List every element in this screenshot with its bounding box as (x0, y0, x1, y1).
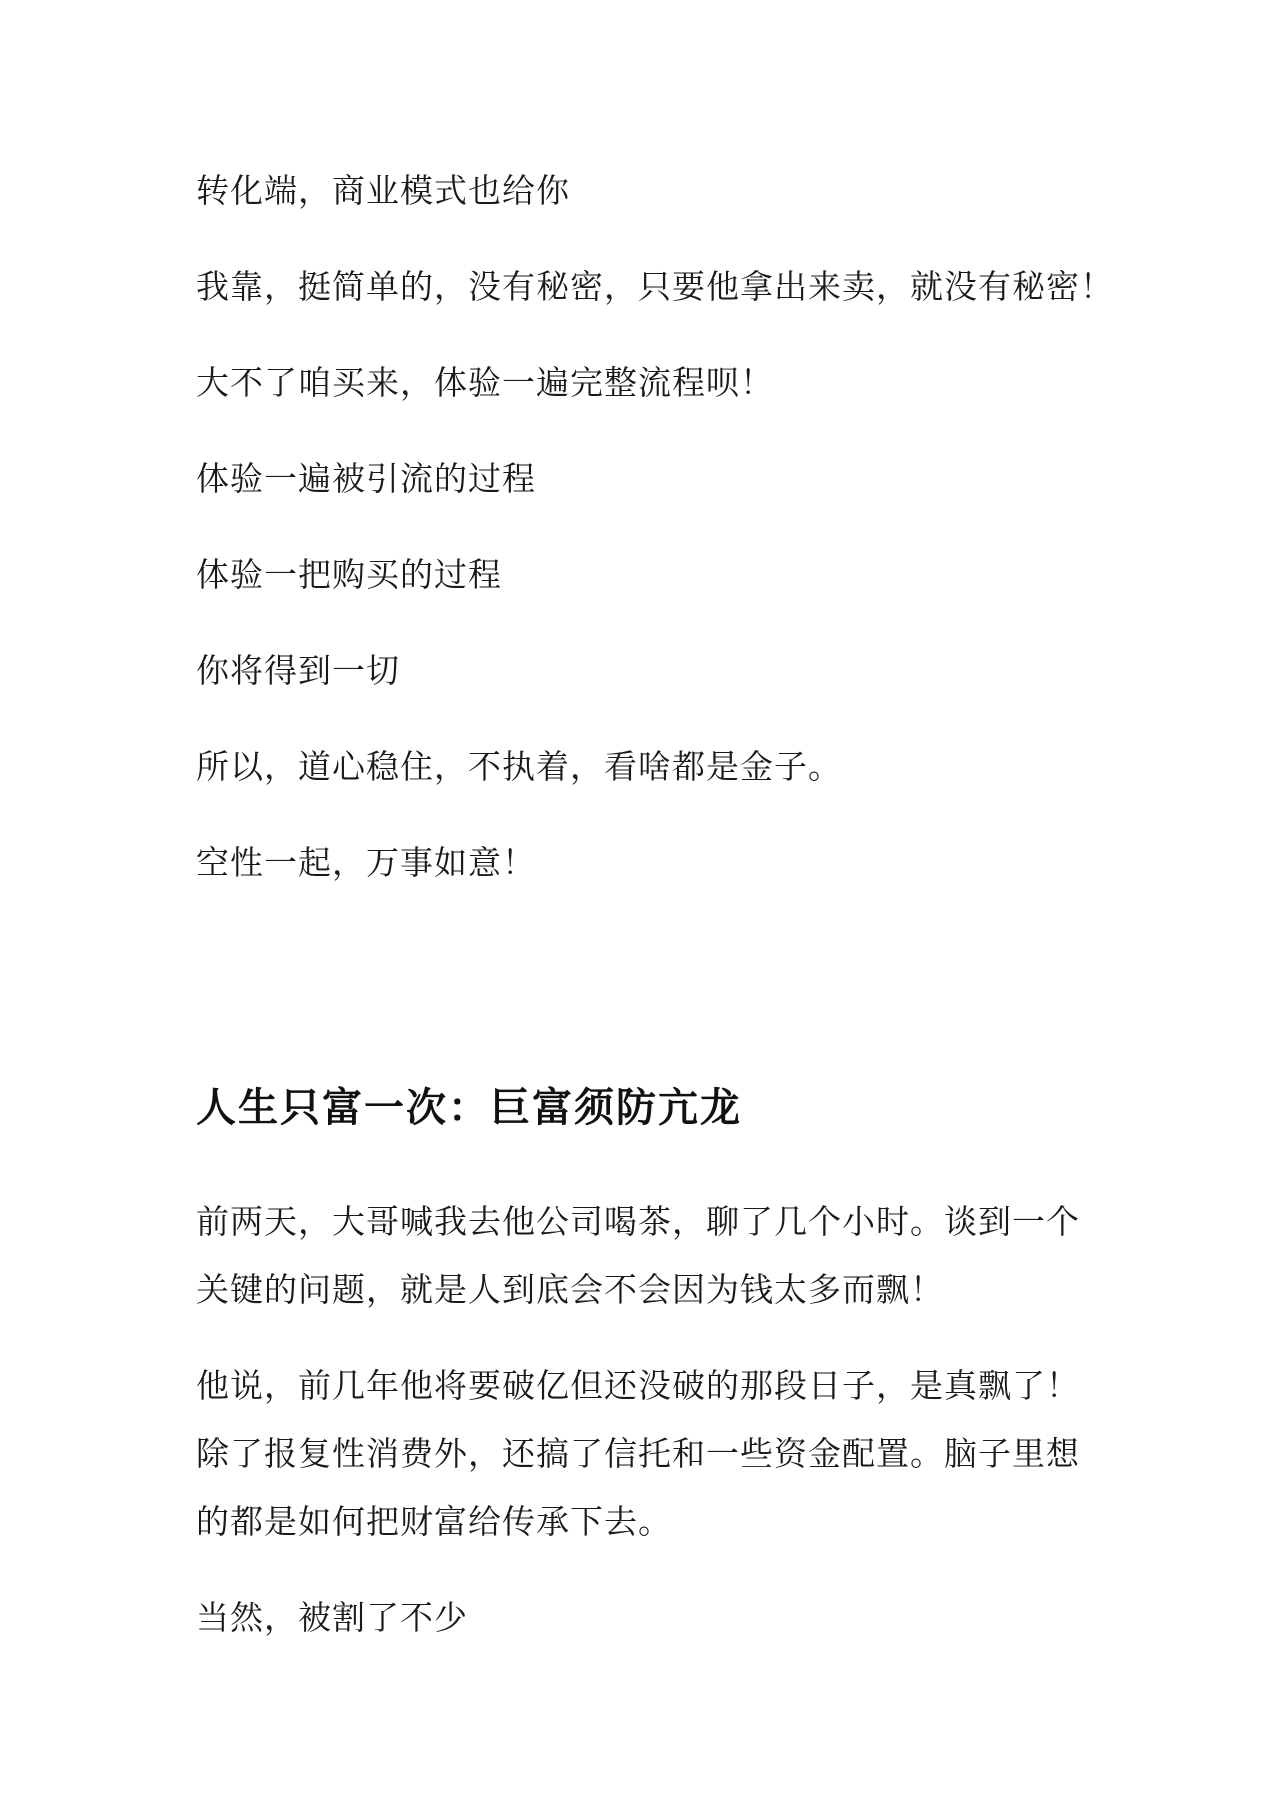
paragraph-line: 前两天，大哥喊我去他公司喝茶，聊了几个小时。谈到一个 (196, 1202, 1080, 1241)
section-heading: 人生只富一次：巨富须防亢龙 (196, 1085, 742, 1131)
text-line: 体验一把购买的过程 (196, 555, 502, 594)
paragraph-line: 关键的问题，就是人到底会不会因为钱太多而飘！ (196, 1270, 944, 1309)
text-line: 我靠，挺简单的，没有秘密，只要他拿出来卖，就没有秘密！ (196, 267, 1114, 306)
paragraph-line: 他说，前几年他将要破亿但还没破的那段日子，是真飘了！ (196, 1366, 1080, 1405)
paragraph-line: 当然，被割了不少 (196, 1598, 468, 1637)
text-line: 所以，道心稳住，不执着，看啥都是金子。 (196, 747, 842, 786)
text-line: 大不了咱买来，体验一遍完整流程呗！ (196, 363, 774, 402)
text-line: 你将得到一切 (196, 651, 400, 690)
text-line: 空性一起，万事如意！ (196, 843, 536, 882)
paragraph-line: 除了报复性消费外，还搞了信托和一些资金配置。脑子里想 (196, 1434, 1080, 1473)
paragraph-line: 的都是如何把财富给传承下去。 (196, 1502, 672, 1541)
text-line: 体验一遍被引流的过程 (196, 459, 536, 498)
text-line: 转化端，商业模式也给你 (196, 171, 570, 210)
